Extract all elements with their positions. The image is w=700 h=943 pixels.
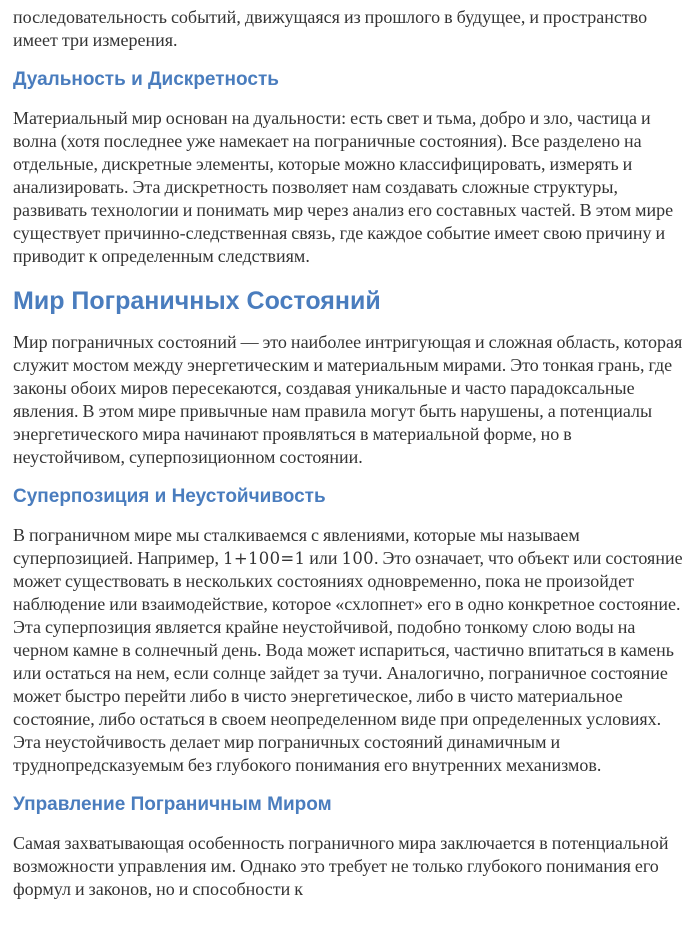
section-heading-control: Управление Пограничным Миром	[13, 794, 332, 815]
paragraph-border-world: Мир пограничных состояний — это наиболее интригующая и сложная область, которая служит мостом между энергетическим и материальным мирами. Это тонкая грань, где законы обоих миров пересекаются, создавая уникальные и часто парадоксальные явления. В этом мире привычные нам правила могут быть нарушены, а потенциалы энергетического мира начинают проявляться в материальной форме, но в неустойчивом, суперпозиционном состоянии.	[13, 332, 683, 467]
paragraph-superposition	[13, 524, 684, 777]
section-heading-superposition: Суперпозиция и Неустойчивость	[13, 486, 326, 507]
inline-math-expression-1: 1+100=1	[223, 549, 306, 568]
superposition-text-after-math: . Это означает, что объект или состояние может существовать в нескольких состояниях одновременно, пока не произойдет наблюдение или взаимодействие, которое «схлопнет» его в одно конкретное состояние. Эта суперпозиция является крайне неустойчивой, подобно тонкому слою воды на черном камне в солнечный день. Вода может испариться, частично впитаться в камень или остаться на нем, если солнце зайдет за тучи. Аналогично, пограничное состояние может быстро перейти либо в чисто энергетическое, либо в чисто материальное состояние, либо остаться в своем неопределенном виде при определенных условиях. Эта неустойчивость делает мир пограничных состояний динамичным и труднопредсказуемым без глубокого понимания его внутренних механизмов.	[13, 548, 683, 775]
paragraph-control: Самая захватывающая особенность пограничного мира заключается в потенциальной возможности управления им. Однако это требует не только глубокого понимания его формул и законов, но и способности к	[13, 833, 669, 899]
superposition-text-between-math: или	[305, 548, 342, 568]
superposition-text-before-math: В пограничном мире мы сталкиваемся с явлениями, которые мы называем суперпозицией. Например,	[13, 525, 580, 568]
section-heading-border-world: Мир Пограничных Состояний	[13, 287, 381, 315]
inline-math-expression-2: 100	[341, 549, 374, 568]
paragraph-duality: Материальный мир основан на дуальности: есть свет и тьма, добро и зло, частица и волна (хотя последнее уже намекает на пограничные состояния). Все разделено на отдельные, дискретные элементы, которые можно классифицировать, измерять и анализировать. Эта дискретность позволяет нам создавать сложные структуры, развивать технологии и понимать мир через анализ его составных частей. В этом мире существует причинно-следственная связь, где каждое событие имеет свою причину и приводит к определенным следствиям.	[13, 108, 674, 266]
intro-paragraph: последовательность событий, движущаяся из прошлого в будущее, и пространство имеет три измерения.	[13, 7, 648, 50]
section-heading-duality: Дуальность и Дискретность	[13, 69, 279, 90]
